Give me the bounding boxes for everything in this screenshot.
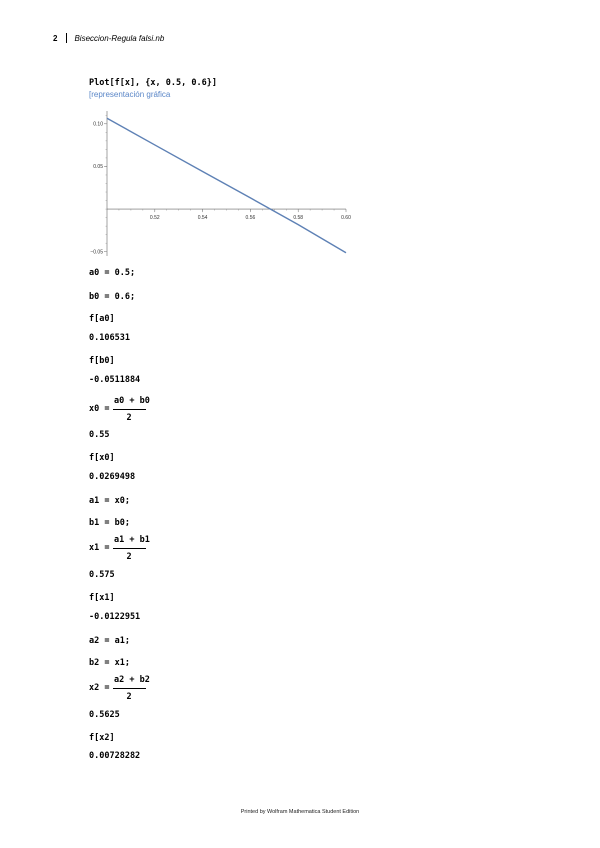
plot-caption: [representación gráfica xyxy=(89,90,171,99)
fraction-numerator: a0 + b0 xyxy=(114,396,150,406)
output-cell: -0.0122951 xyxy=(89,612,141,622)
fraction-numerator: a2 + b2 xyxy=(114,675,150,685)
output-cell: 0.575 xyxy=(89,570,115,580)
output-cell: 0.00728282 xyxy=(89,751,141,761)
input-cell[interactable]: a2 = a1; xyxy=(89,636,130,646)
series-line-0 xyxy=(107,118,346,253)
x-tick-label: 0.56 xyxy=(245,215,256,222)
x-tick-label: 0.60 xyxy=(341,215,351,222)
output-cell: 0.5625 xyxy=(89,710,120,720)
input-cell[interactable]: f[a0] xyxy=(89,314,115,324)
input-cell[interactable]: f[x2] xyxy=(89,733,115,743)
fraction-bar xyxy=(113,548,146,549)
fraction-denominator: 2 xyxy=(126,413,132,423)
x-tick-label: 0.54 xyxy=(197,215,208,222)
plot-input-cell[interactable]: Plot[f[x], {x, 0.5, 0.6}] xyxy=(89,78,217,88)
y-tick-label: 0.10 xyxy=(93,121,103,128)
notebook-file-name: Biseccion-Regula falsi.nb xyxy=(74,33,165,43)
fraction-numerator: a1 + b1 xyxy=(114,535,150,545)
input-cell[interactable]: b2 = x1; xyxy=(89,658,130,668)
fraction-lhs: x2 = xyxy=(89,683,110,693)
input-cell[interactable]: f[b0] xyxy=(89,356,115,366)
x-tick-label: 0.52 xyxy=(149,215,160,222)
y-tick-label: 0.05 xyxy=(93,164,103,171)
fraction-bar xyxy=(113,688,146,689)
input-cell[interactable]: a1 = x0; xyxy=(89,496,130,506)
y-tick-label: −0.05 xyxy=(90,249,103,256)
output-cell: -0.0511884 xyxy=(89,375,141,385)
input-cell[interactable]: b1 = b0; xyxy=(89,518,130,528)
output-cell: 0.0269498 xyxy=(89,472,136,482)
input-cell[interactable]: f[x1] xyxy=(89,593,115,603)
input-cell[interactable]: b0 = 0.6; xyxy=(89,292,136,302)
fraction-lhs: x0 = xyxy=(89,404,110,414)
output-cell: 0.55 xyxy=(89,430,110,440)
input-cell[interactable]: a0 = 0.5; xyxy=(89,268,136,278)
header-separator xyxy=(66,33,67,43)
fraction-bar xyxy=(113,409,146,410)
x-tick-label: 0.58 xyxy=(293,215,304,222)
fraction-lhs: x1 = xyxy=(89,543,110,553)
print-footer: Printed by Wolfram Mathematica Student Edition xyxy=(240,809,360,815)
plot-chart xyxy=(85,105,360,260)
fraction-denominator: 2 xyxy=(126,692,132,702)
fraction-denominator: 2 xyxy=(126,552,132,562)
page-header xyxy=(53,33,164,43)
page-number: 2 xyxy=(53,33,58,43)
output-cell: 0.106531 xyxy=(89,333,130,343)
input-cell[interactable]: f[x0] xyxy=(89,453,115,463)
